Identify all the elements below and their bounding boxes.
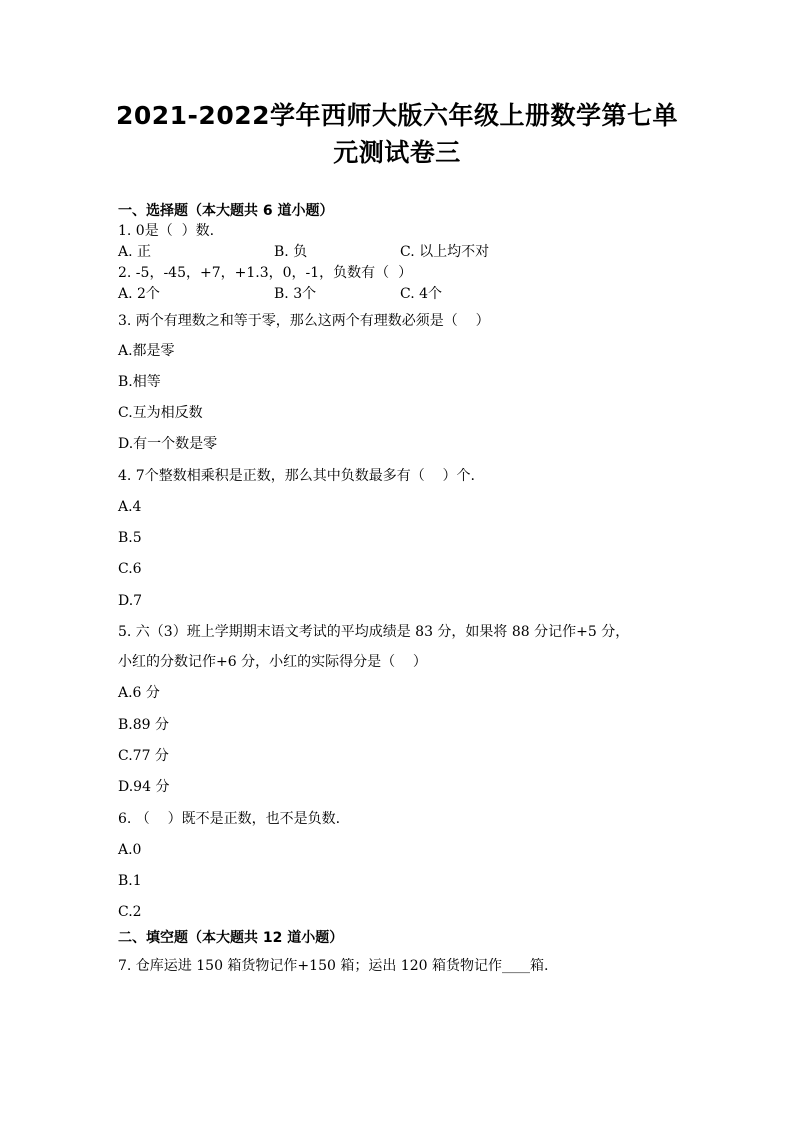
question-5-option-b: B.89 分 xyxy=(118,717,170,733)
question-5-option-d: D.94 分 xyxy=(118,779,170,795)
question-1-stem: 1. 0是（ ）数. xyxy=(118,223,215,239)
exam-title-line-2: 元测试卷三 xyxy=(333,138,461,167)
question-1-option-b: B. 负 xyxy=(274,244,308,260)
question-2-option-c: C. 4个 xyxy=(400,286,443,302)
question-3-option-a: A.都是零 xyxy=(118,343,175,359)
exam-title-line-1: 2021-2022学年西师大版六年级上册数学第七单 xyxy=(115,101,679,130)
question-3-option-d: D.有一个数是零 xyxy=(118,436,218,452)
question-2-options xyxy=(118,287,718,303)
question-4-stem: 4. 7个整数相乘积是正数，那么其中负数最多有（ ）个. xyxy=(118,468,475,484)
question-6-option-b: B.1 xyxy=(118,873,142,889)
question-7-stem: 7. 仓库运进 150 箱货物记作+150 箱；运出 120 箱货物记作____箱. xyxy=(118,958,549,974)
question-5-option-a: A.6 分 xyxy=(118,685,160,701)
question-6-option-c: C.2 xyxy=(118,904,142,920)
question-6-stem: 6. （ ）既不是正数，也不是负数. xyxy=(118,811,341,827)
question-5-stem-line-1: 5. 六（3）班上学期期末语文考试的平均成绩是 83 分，如果将 88 分记作+5 分， xyxy=(118,624,630,640)
section-heading-choice: 一、选择题（本大题共 6 道小题） xyxy=(118,203,334,219)
question-5-option-c: C.77 分 xyxy=(118,748,169,764)
question-4-option-b: B.5 xyxy=(118,530,142,546)
question-4-option-a: A.4 xyxy=(118,499,142,515)
question-2-stem: 2. -5，-45，+7，+1.3，0，-1，负数有（ ） xyxy=(118,265,413,281)
question-4-option-d: D.7 xyxy=(118,593,143,609)
question-1-option-c: C. 以上均不对 xyxy=(400,244,490,260)
question-2-option-a: A. 2个 xyxy=(118,286,160,302)
question-3-option-c: C.互为相反数 xyxy=(118,405,203,421)
question-3-option-b: B.相等 xyxy=(118,374,161,390)
question-1-options xyxy=(118,245,718,261)
question-2-option-b: B. 3个 xyxy=(274,286,317,302)
question-6-option-a: A.0 xyxy=(118,842,142,858)
question-4-option-c: C.6 xyxy=(118,561,142,577)
question-1-option-a: A. 正 xyxy=(118,244,152,260)
question-3-stem: 3. 两个有理数之和等于零，那么这两个有理数必须是（ ） xyxy=(118,313,490,329)
section-heading-fill-in: 二、填空题（本大题共 12 道小题） xyxy=(118,930,344,946)
question-5-stem-line-2: 小红的分数记作+6 分，小红的实际得分是（ ） xyxy=(118,654,427,670)
